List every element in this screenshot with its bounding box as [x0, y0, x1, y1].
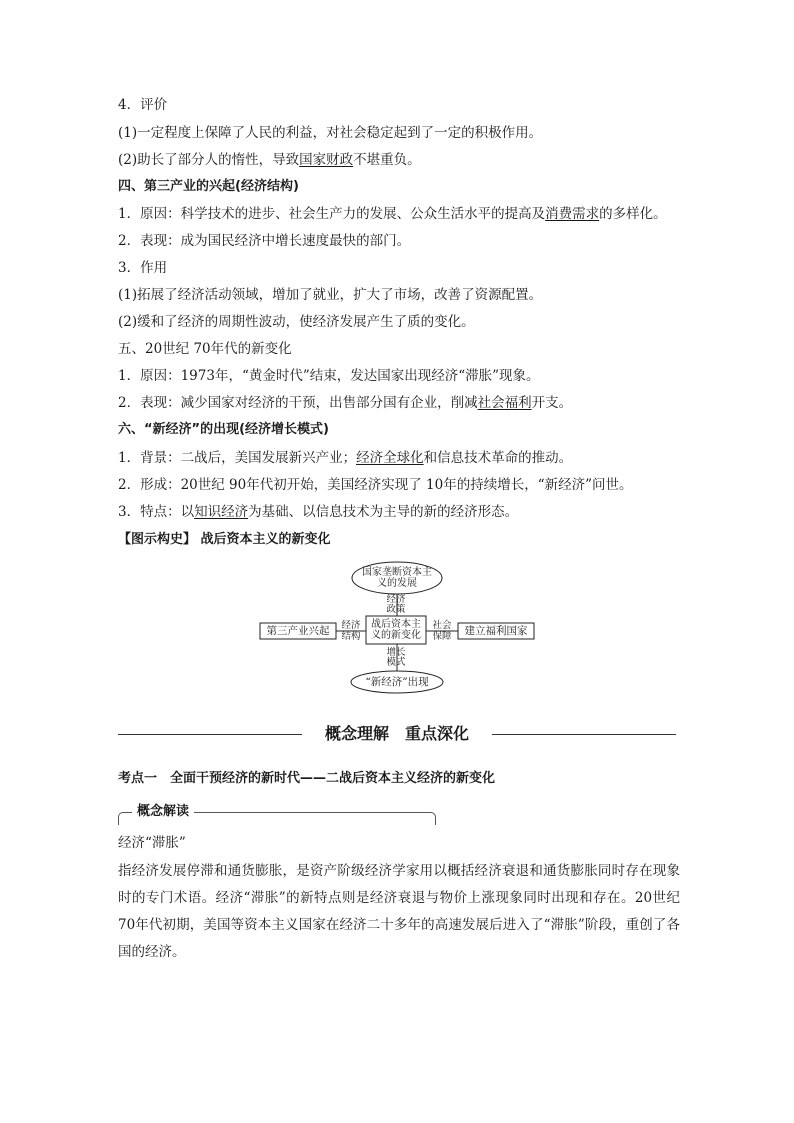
right-node-text: 建立福利国家: [464, 625, 528, 637]
text-line: 1．原因：科学技术的进步、社会生产力的发展、公众生活水平的提高及消费需求的多样化。: [118, 206, 667, 222]
diagram-heading: 【图示构史】 战后资本主义的新变化: [118, 532, 331, 547]
concept-label: 概念解读: [132, 803, 194, 821]
section-heading-1970s: 五、20世纪 70年代的新变化: [118, 341, 292, 357]
left-connector-label: 经济结构: [341, 620, 361, 642]
text-line: 2．形成：20世纪 90年代初开始，美国经济实现了 10年的持续增长，“新经济”问世。: [118, 477, 633, 493]
text-line: (2)助长了部分人的惰性，导致国家财政不堪重负。: [118, 152, 421, 168]
underlined-term: 消费需求: [545, 206, 600, 222]
concept-diagram: [258, 560, 538, 698]
text-line: (1)拓展了经济活动领域，增加了就业，扩大了市场，改善了资源配置。: [118, 287, 543, 303]
bottom-connector-label: 增长模式: [386, 647, 406, 668]
heading-evaluation: 4．评价: [118, 97, 168, 113]
center-node-text: 战后资本主义的新变化: [371, 619, 421, 641]
top-connector-label: 经济政策: [386, 594, 406, 615]
bottom-node-text: “新经济”出现: [365, 676, 429, 688]
text-line: 2．表现：减少国家对经济的干预，出售部分国有企业，削减社会福利开支。: [118, 395, 573, 411]
section-heading-tertiary-industry: 四、第三产业的兴起(经济结构): [118, 179, 299, 194]
section-heading-new-economy: 六、“新经济”的出现(经济增长模式): [118, 422, 329, 437]
section-rule-right: [492, 734, 676, 735]
concept-definition: 指经济发展停滞和通货膨胀，是资产阶级经济学家用以概括经济衰退和通货膨胀同时存在现象时的专门术语。经济“滞胀”的新特点则是经济衰退与物价上涨现象同时出现和存在。20世纪 70年代初期，美国等资本主义国家在经济二十多年的高速发展后进入了“滞胀”阶段，重创了各国的经济。: [118, 863, 680, 960]
text-line: (1)一定程度上保障了人民的利益，对社会稳定起到了一定的积极作用。: [118, 125, 543, 141]
kaodian-heading: 考点一 全面干预经济的新时代——二战后资本主义经济的新变化: [118, 771, 496, 786]
text-line: 2．表现：成为国民经济中增长速度最快的部门。: [118, 233, 411, 249]
text-line: 3．特点：以知识经济为基础、以信息技术为主导的新的经济形态。: [118, 504, 519, 520]
underlined-term: 经济全球化: [356, 450, 424, 466]
section-rule-left: [118, 734, 302, 735]
heading-function: 3．作用: [118, 260, 168, 276]
text-line: 1．背景：二战后，美国发展新兴产业；经济全球化和信息技术革命的推动。: [118, 450, 573, 466]
text-line: (2)缓和了经济的周期性波动，使经济发展产生了质的变化。: [118, 314, 475, 330]
left-node-text: 第三产业兴起: [266, 625, 330, 637]
underlined-term: 国家财政: [299, 152, 354, 168]
text-line: 1．原因：1973年，“黄金时代”结束，发达国家出现经济“滞胀”现象。: [118, 368, 540, 384]
right-connector-label: 社会保障: [432, 620, 452, 642]
top-node-text: 国家垄断资本主义的发展: [362, 567, 432, 589]
underlined-term: 知识经济: [194, 504, 249, 520]
concept-term: 经济“滞胀”: [118, 835, 186, 851]
section-title: 概念理解 重点深化: [324, 724, 469, 743]
underlined-term: 社会福利: [477, 395, 532, 411]
